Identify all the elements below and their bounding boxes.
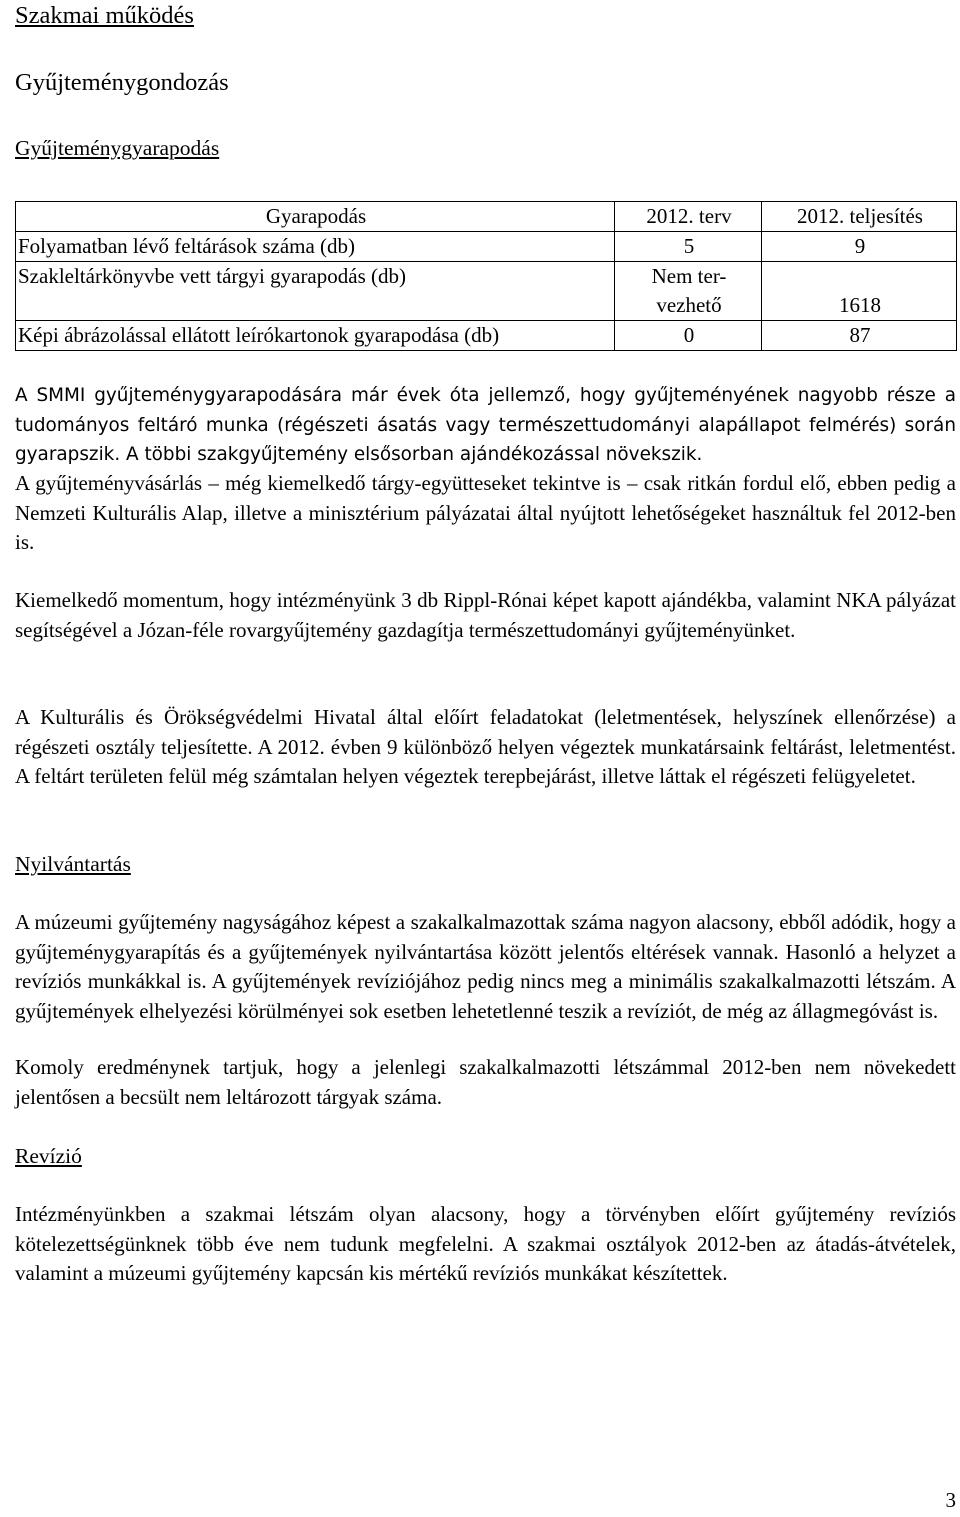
paragraph-muzeumi: A múzeumi gyűjtemény nagyságához képest a szakalkalmazottak száma nagyon alacsony, ebből adódik, hogy a gyűjteménygyarapítás és a gyűjtemények nyilvántartása között jelentős eltérések vannak. Hasonló a helyzet a revíziós munkákkal is. A gyűjtemények revíziójához pedig nincs meg a minimális szakalkalmazotti létszám. A gyűjtemények elhelyezési körülményei sok esetben lehetetlenné teszik a revíziót, de még az állagmegóvást is. [15,910,956,1023]
row-plan: 0 [615,321,762,351]
table-row [16,262,957,321]
heading-gyujtemenygyarapodas: Gyűjteménygyarapodás [15,136,220,160]
row-label: Képi ábrázolással ellátott leírókartonok gyarapodása (db) [16,321,615,351]
row-plan [615,262,762,321]
row-actual: 1618 [762,262,957,321]
row-actual: 9 [762,232,957,262]
paragraph-komoly: Komoly eredménynek tartjuk, hogy a jelenlegi szakalkalmazotti létszámmal 2012-ben nem növekedett jelentősen a becsült nem leltározott tárgyak száma. [15,1055,956,1109]
page-number: 3 [945,1488,956,1512]
heading-nyilvantartas: Nyilvántartás [15,852,131,876]
row-actual: 87 [762,321,957,351]
row-label: Folyamatban lévő feltárások száma (db) [16,232,615,262]
table-header-row [16,202,957,232]
header-actual: 2012. teljesítés [762,202,957,232]
row-plan-line2: vezhető [656,293,722,317]
header-gyarapodas: Gyarapodás [16,202,615,232]
paragraph-kulturalis: A Kulturális és Örökségvédelmi Hivatal által előírt feladatokat (leletmentések, helyszínek ellenőrzése) a régészeti osztály teljesítette. A 2012. évben 9 különböző helyen végeztek munkatársaink feltárást, leletmentést. A feltárt területen felül még számtalan helyen végeztek terepbejárást, illetve láttak el régészeti felügyeletet. [15,705,956,789]
row-plan: 5 [615,232,762,262]
table-row [16,321,957,351]
paragraph-intezmenyunkben: Intézményünkben a szakmai létszám olyan alacsony, hogy a törvényben előírt gyűjtemény revíziós kötelezettségünknek több éve nem tudunk megfelelni. A szakmai osztályok 2012-ben az átadás-átvételek, valamint a múzeumi gyűjtemény kapcsán kis mértékű revíziós munkákat készítettek. [15,1202,956,1286]
heading-szakmai-mukodes: Szakmai működés [15,2,194,29]
row-label: Szakleltárkönyvbe vett tárgyi gyarapodás (db) [16,262,615,321]
heading-revizio: Revízió [15,1144,82,1168]
paragraph-gyujtemenyvasarlas: A gyűjteményvásárlás – még kiemelkedő tárgy-együtteseket tekintve is – csak ritkán fordul elő, ebben pedig a Nemzeti Kulturális Alap, illetve a minisztérium pályázatai által nyújtott lehetőségeket használtuk fel 2012-ben is. [15,471,956,555]
row-plan-line1: Nem ter- [651,264,727,288]
acquisition-table [15,201,957,351]
header-plan: 2012. terv [615,202,762,232]
table-row [16,232,957,262]
paragraph-smmi: A SMMI gyűjteménygyarapodására már évek óta jellemző, hogy gyűjteményének nagyobb része a tudományos feltáró munka (régészeti ásatás vagy természettudományi alapállapot felmérés) során gyarapszik. A többi szakgyűjtemény elsősorban ajándékozással növekszik. [15,385,956,466]
heading-gyujtemenygondozas: Gyűjteménygondozás [15,69,229,96]
paragraph-kiemelkedo: Kiemelkedő momentum, hogy intézményünk 3 db Rippl-Rónai képet kapott ajándékba, valamint NKA pályázat segítségével a Józan-féle rovargyűjtemény gazdagítja természettudományi gyűjteményünket. [15,588,956,642]
